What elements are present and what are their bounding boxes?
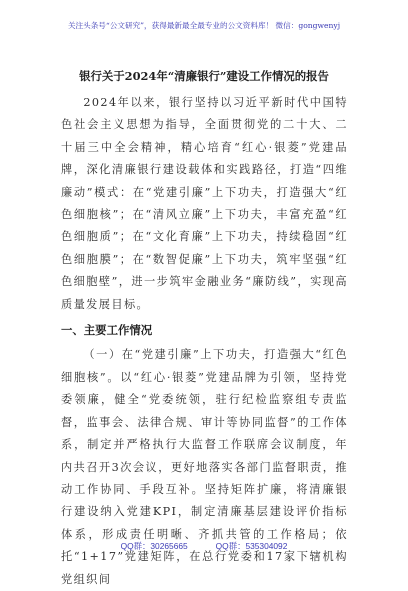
document-body [61,92,348,591]
promo-banner: 关注头条号“公文研究”，获得最新最全最专业的公文资料库！ 微信：gongwenyj [67,21,341,30]
footer-contacts [0,540,408,552]
qq-group-1: QQ群：30265665 [120,541,188,551]
qq-group-2: QQ群：535304092 [215,541,288,551]
section-paragraph: （一）在“党建引廉”上下功夫，打造强大“红色细胞核”。以“红心·银菱”党建品牌为引领，坚持党委领廉，健全“党委统领，驻行纪检监察组专责监督，监事会、法律合规、审计等协同监督”的工作体系，制定并严格执行大监督工作联席会议制度，年内共召开3次会议，更好地落实各部门监督职责，推动工作协同、手段互补。坚持矩阵扩廉，将清廉银行建设纳入党建KPI，制定清廉基层建设评价指标体系，形成责任明晰、齐抓共管的工作格局；依托“1+17”党建矩阵，在总行党委和17家下辖机构党组织间 [61,348,348,586]
section-heading: 一、主要工作情况 [61,323,153,338]
intro-paragraph: 2024年以来，银行坚持以习近平新时代中国特色社会主义思想为指导，全面贯彻党的二十大、二十届三中全会精神，精心培育“红心·银菱”党建品牌，深化清廉银行建设载体和实践路径，打造“四维廉动”模式：在“党建引廉”上下功夫，打造强大“红色细胞核”；在“清风立廉”上下功夫，丰富充盈“红色细胞质”；在“文化育廉”上下功夫，持续稳固“红色细胞膜”；在“数智促廉”上下功夫，筑牢坚强“红色细胞壁”，进一步筑牢金融业务“廉防线”，实现高质量发展目标。 [61,96,348,311]
document-title: 银行关于2024年“清廉银行”建设工作情况的报告 [79,69,329,83]
